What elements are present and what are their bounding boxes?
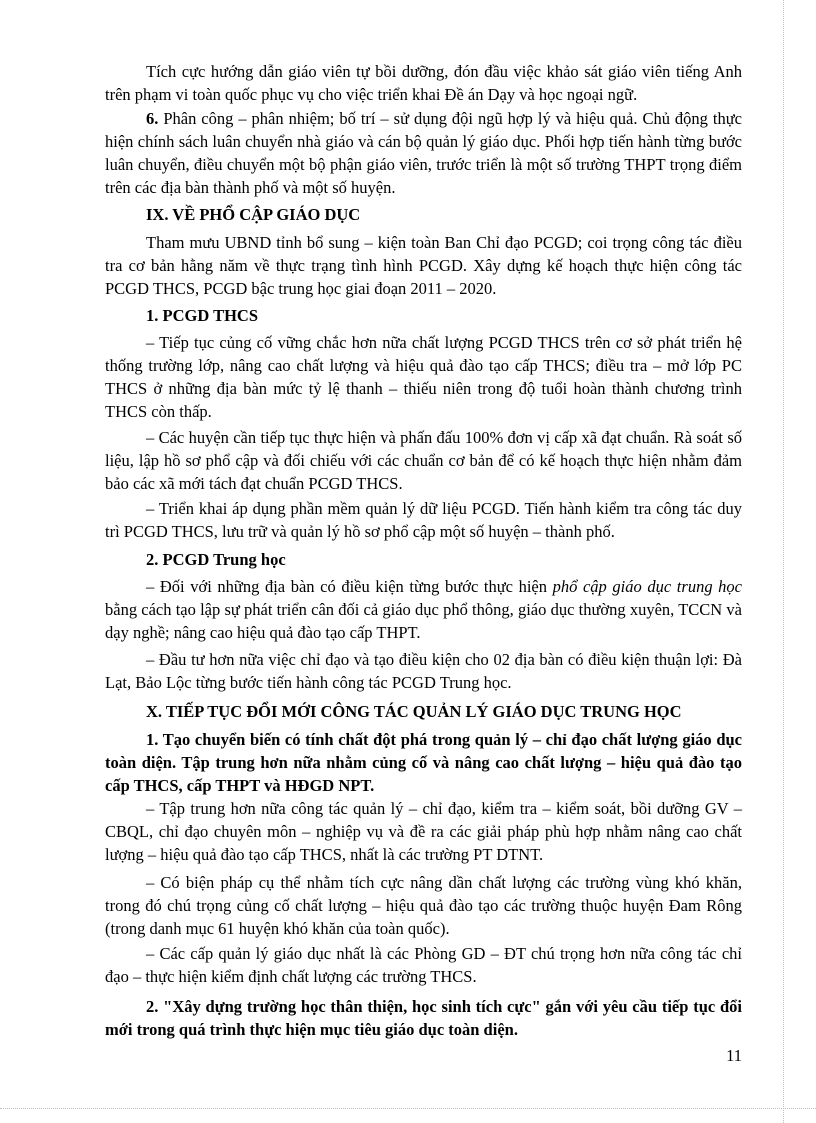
- paragraph-teacher-training: Tích cực hướng dẫn giáo viên tự bồi dưỡng, đón đầu việc khảo sát giáo viên tiếng Anh trên phạm vi toàn quốc phục vụ cho việc triển khai Đề án Dạy và học ngoại ngữ.: [105, 62, 742, 104]
- paragraph-thcs-consolidate: – Tiếp tục củng cố vững chắc hơn nữa chất lượng PCGD THCS trên cơ sở phát triển hệ thống trường lớp, nâng cao chất lượng và hiệu quả đào tạo cấp THCS; điều tra – mở lớp PC THCS ở những địa bàn mức tỷ lệ thanh – thiếu niên trong độ tuổi hoàn thành chương trình THCS còn thấp.: [105, 333, 742, 421]
- section-heading-ix: IX. VỀ PHỔ CẬP GIÁO DỤC: [146, 205, 361, 224]
- paragraph-pcgd-intro: Tham mưu UBND tỉnh bổ sung – kiện toàn Ban Chỉ đạo PCGD; coi trọng công tác điều tra cơ bản hằng năm về thực trạng tình hình PCGD. Xây dựng kế hoạch thực hiện công tác PCGD THCS, PCGD bậc trung học giai đoạn 2011 – 2020.: [105, 233, 742, 298]
- subheading-pcgd-trung-hoc: 2. PCGD Trung học: [146, 550, 286, 569]
- paragraph-management-focus: – Tập trung hơn nữa công tác quản lý – chỉ đạo, kiểm tra – kiểm soát, bồi dưỡng GV – CBQL, chỉ đạo chuyên môn – nghiệp vụ và đề ra các giải pháp phù hợp nhằm nâng cao chất lượng – hiệu quả đào tạo cấp THCS, nhất là các trường PT DTNT.: [105, 799, 742, 864]
- item-6-text: Phân công – phân nhiệm; bố trí – sử dụng đội ngũ hợp lý và hiệu quả. Chủ động thực hiện chính sách luân chuyển nhà giáo và cán bộ quản lý giáo dục. Phối hợp tiến hành từng bước luân chuyển, điều chuyển một bộ phận giáo viên, trước triển là một số trường THPT trọng điểm trên các địa bàn thành phố và một số huyện.: [105, 109, 742, 197]
- trung-hoc-italic-phrase: phổ cập giáo dục trung học: [552, 577, 742, 596]
- paragraph-trung-hoc-areas: [105, 575, 742, 644]
- bold-item-1: 1. Tạo chuyển biến có tính chất đột phá trong quản lý – chỉ đạo chất lượng giáo dục toàn diện. Tập trung hơn nữa nhằm củng cố và nâng cao chất lượng – hiệu quả đào tạo cấp THCS, cấp THPT và HĐGD NPT.: [105, 730, 742, 795]
- trung-hoc-text-start: – Đối với những địa bàn có điều kiện từng bước thực hiện: [146, 577, 553, 596]
- paragraph-thcs-software: – Triển khai áp dụng phần mềm quản lý dữ liệu PCGD. Tiến hành kiểm tra công tác duy trì PCGD THCS, lưu trữ và quản lý hồ sơ phổ cập một số huyện – thành phố.: [105, 499, 742, 541]
- paragraph-difficult-areas: – Có biện pháp cụ thể nhằm tích cực nâng dần chất lượng các trường vùng khó khăn, trong đó chú trọng củng cố chất lượng – hiệu quả đào tạo các trường thuộc huyện Đam Rông (trong danh mục 61 huyện khó khăn của toàn quốc).: [105, 873, 742, 938]
- right-margin-guide: [783, 0, 784, 1123]
- page-number: 11: [726, 1046, 742, 1065]
- paragraph-trung-hoc-investment: – Đầu tư hơn nữa việc chỉ đạo và tạo điều kiện cho 02 địa bàn có điều kiện thuận lợi: Đà Lạt, Bảo Lộc từng bước tiến hành công tác PCGD Trung học.: [105, 650, 742, 692]
- bottom-margin-guide: [0, 1108, 816, 1109]
- paragraph-quality-accreditation: – Các cấp quản lý giáo dục nhất là các Phòng GD – ĐT chú trọng hơn nữa công tác chỉ đạo – thực hiện kiểm định chất lượng các trường THCS.: [105, 944, 742, 986]
- trung-hoc-text-end: bằng cách tạo lập sự phát triển cân đối cả giáo dục phổ thông, giáo dục thường xuyên, TCCN và dạy nghề; nâng cao hiệu quả đào tạo cấp THPT.: [105, 600, 742, 642]
- bold-item-2: 2. "Xây dựng trường học thân thiện, học sinh tích cực" gắn với yêu cầu tiếp tục đổi mới trong quá trình thực hiện mục tiêu giáo dục toàn diện.: [105, 997, 742, 1039]
- subheading-pcgd-thcs: 1. PCGD THCS: [146, 306, 259, 325]
- item-6-number: 6.: [146, 109, 159, 128]
- paragraph-thcs-districts: – Các huyện cần tiếp tục thực hiện và phấn đấu 100% đơn vị cấp xã đạt chuẩn. Rà soát số liệu, lập hồ sơ phổ cập và đối chiếu với các chuẩn cơ bản để có kế hoạch thực hiện nhằm đảm bảo các xã mới tách đạt chuẩn PCGD THCS.: [105, 428, 742, 493]
- section-heading-x: X. TIẾP TỤC ĐỔI MỚI CÔNG TÁC QUẢN LÝ GIÁO DỤC TRUNG HỌC: [146, 702, 682, 721]
- paragraph-item-6: [105, 107, 742, 199]
